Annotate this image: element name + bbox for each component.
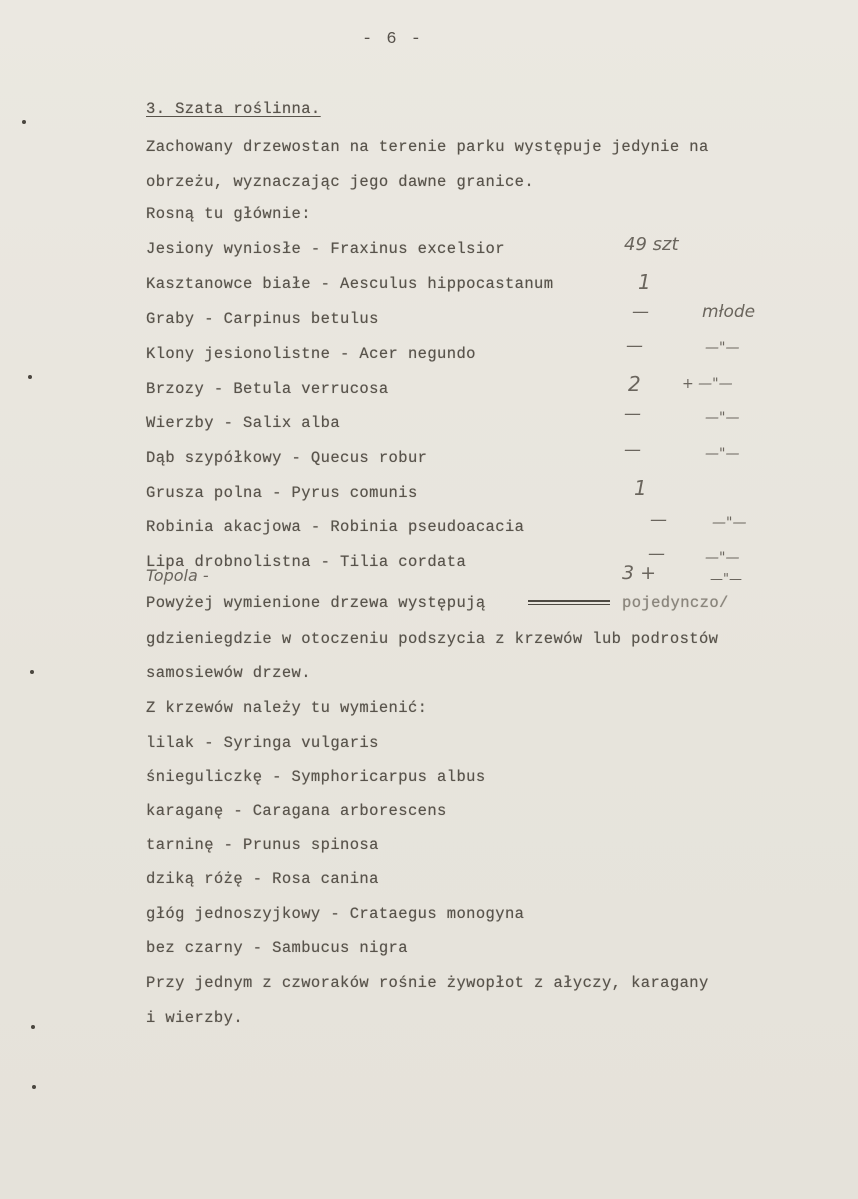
tree-row-young: —"— [705, 550, 740, 566]
shrub-item: karaganę - Caragana arborescens [146, 802, 447, 820]
tree-row-text: Robinia akacjowa - Robinia pseudoacacia [146, 518, 525, 536]
strike-mark [528, 604, 610, 605]
tree-row-text: Jesiony wyniosłe - Fraxinus excelsior [146, 240, 505, 258]
intro-line: Zachowany drzewostan na terenie parku występuje jedynie na [146, 138, 709, 156]
tree-row-count: — [648, 544, 665, 564]
margin-mark [22, 120, 26, 124]
shrub-item: śnieguliczkę - Symphoricarpus albus [146, 768, 486, 786]
tree-row-text: Dąb szypółkowy - Quecus robur [146, 449, 428, 467]
handwritten-count: 3 + [622, 562, 657, 584]
tree-row-count: 1 [638, 270, 651, 294]
page-number: - 6 - [362, 30, 424, 49]
tree-row-text: Graby - Carpinus betulus [146, 310, 379, 328]
tree-row-text: Klony jesionolistne - Acer negundo [146, 345, 476, 363]
shrub-item: dziką różę - Rosa canina [146, 870, 379, 888]
tree-row-count: — [650, 510, 667, 530]
margin-mark [28, 375, 32, 379]
intro-line: Rosną tu głównie: [146, 205, 311, 223]
paragraph-line: samosiewów drzew. [146, 664, 311, 682]
margin-mark [32, 1085, 36, 1089]
shrub-item: głóg jednoszyjkowy - Crataegus monogyna [146, 905, 525, 923]
tree-row-young: —"— [705, 446, 740, 462]
paragraph-line: Powyżej wymienione drzewa występują [146, 594, 486, 612]
tree-row-text: Grusza polna - Pyrus comunis [146, 484, 418, 502]
tree-row-text: Kasztanowce białe - Aesculus hippocastanum [146, 275, 554, 293]
final-line: Przy jednym z czworaków rośnie żywopłot z ałyczy, karagany [146, 974, 709, 992]
tree-row-young: —"— [705, 410, 740, 426]
paragraph-line: gdzieniegdzie w otoczeniu podszycia z krzewów lub podrostów [146, 630, 719, 648]
strike-mark [528, 600, 610, 602]
tree-row-text: Wierzby - Salix alba [146, 414, 341, 432]
shrub-item: tarninę - Prunus spinosa [146, 836, 379, 854]
tree-row-young: —"— [705, 340, 740, 356]
handwritten-tree: Topola - [146, 566, 209, 585]
tree-row-text: Lipa drobnolistna - Tilia cordata [146, 553, 467, 571]
section-heading: 3. Szata roślinna. [146, 100, 321, 118]
tree-row-young: młode [702, 302, 756, 322]
tree-row-count: — [626, 336, 643, 356]
final-line: i wierzby. [146, 1009, 244, 1027]
shrub-item: lilak - Syringa vulgaris [146, 734, 379, 752]
tree-row-count: 2 [628, 372, 641, 396]
shrub-item: bez czarny - Sambucus nigra [146, 939, 408, 957]
tree-row-count: 1 [634, 476, 647, 500]
tree-row-young: + —"— [682, 376, 733, 392]
paragraph-line-end: pojedynczo/ [622, 594, 729, 612]
tree-row-count: — [624, 440, 641, 460]
tree-row-count: — [624, 404, 641, 424]
intro-line: obrzeżu, wyznaczając jego dawne granice. [146, 173, 535, 191]
margin-mark [31, 1025, 35, 1029]
shrubs-intro: Z krzewów należy tu wymienić: [146, 699, 428, 717]
tree-row-text: Brzozy - Betula verrucosa [146, 380, 389, 398]
tree-row-count: — [632, 302, 649, 322]
tree-row-young: —"— [712, 515, 747, 531]
margin-mark [30, 670, 34, 674]
handwritten-young: —"— [710, 572, 742, 587]
tree-row-count: 49 szt [624, 234, 679, 255]
